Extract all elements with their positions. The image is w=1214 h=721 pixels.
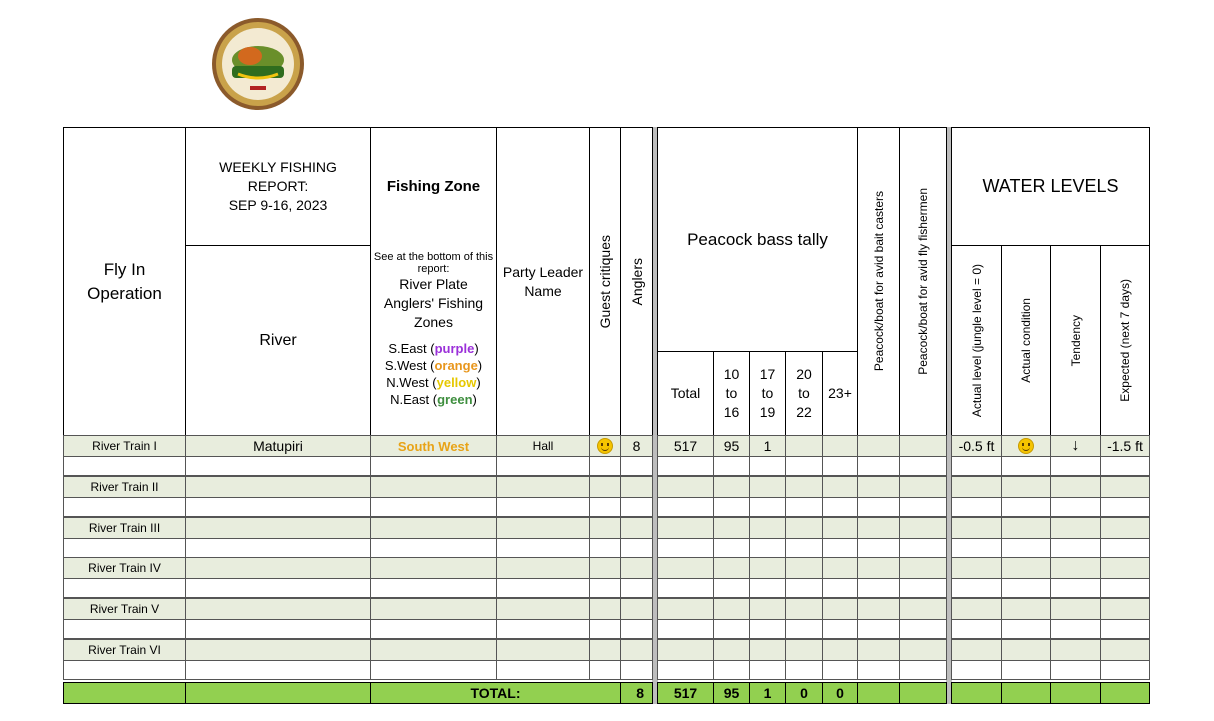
row-3-level xyxy=(951,517,1002,539)
row-2-river xyxy=(185,476,371,498)
row-5-spacer xyxy=(713,619,750,639)
total-label xyxy=(370,682,621,704)
total-c23-value: 0 xyxy=(836,685,844,701)
row-5-anglers xyxy=(620,598,653,620)
row-1-anglers xyxy=(620,435,653,457)
row-6-fly xyxy=(899,639,947,661)
row-3-spacer xyxy=(785,538,823,558)
row-2-spacer xyxy=(185,497,371,517)
row-3-fly xyxy=(899,517,947,539)
row-2-spacer xyxy=(899,497,947,517)
row-3-spacer xyxy=(589,538,621,558)
row-2-spacer xyxy=(63,497,186,517)
row-2-tendency xyxy=(1050,476,1101,498)
row-1-spacer xyxy=(657,456,714,476)
op-value: River Train I xyxy=(92,439,157,453)
row-4-c1719 xyxy=(749,557,786,579)
row-3-spacer xyxy=(857,538,900,558)
row-6-leader xyxy=(496,639,590,661)
row-1-spacer xyxy=(370,456,497,476)
row-1-spacer xyxy=(63,456,186,476)
row-1-spacer xyxy=(620,456,653,476)
smiley-icon xyxy=(597,438,613,454)
row-6-spacer xyxy=(657,660,714,680)
op-value: River Train VI xyxy=(88,643,161,657)
row-1-total xyxy=(657,435,714,457)
row-6-condition xyxy=(1001,639,1051,661)
row-5-spacer xyxy=(370,619,497,639)
river-value: Matupiri xyxy=(253,438,303,454)
row-2-spacer xyxy=(620,497,653,517)
row-2-total xyxy=(657,476,714,498)
total-c2022-value: 0 xyxy=(800,685,808,701)
zone-note-3: River Plate Anglers' Fishing Zones xyxy=(383,276,484,330)
row-5-fly xyxy=(899,598,947,620)
row-3-zone xyxy=(370,517,497,539)
op-value: River Train V xyxy=(89,602,160,616)
row-2-spacer xyxy=(785,497,823,517)
water-col-tendency: Tendency xyxy=(1050,245,1101,436)
row-5-tendency xyxy=(1050,598,1101,620)
row-6-critique xyxy=(589,639,621,661)
total-anglers-value: 8 xyxy=(636,685,644,701)
row-4-fly xyxy=(899,557,947,579)
row-1-expected xyxy=(1100,435,1150,457)
row-3-op xyxy=(63,517,186,539)
row-3-spacer xyxy=(657,538,714,558)
c1719-value: 1 xyxy=(763,438,772,454)
row-4-bait xyxy=(857,557,900,579)
row-1-fly xyxy=(899,435,947,457)
row-2-spacer xyxy=(822,497,858,517)
row-2-zone xyxy=(370,476,497,498)
row-4-spacer xyxy=(899,578,947,598)
row-3-river xyxy=(185,517,371,539)
row-2-spacer xyxy=(951,497,1002,517)
row-6-c1016 xyxy=(713,639,750,661)
row-6-spacer xyxy=(785,660,823,680)
row-5-total xyxy=(657,598,714,620)
row-5-level xyxy=(951,598,1002,620)
op-value: River Train IV xyxy=(88,561,161,575)
row-6-spacer xyxy=(822,660,858,680)
row-5-c2022 xyxy=(785,598,823,620)
row-5-spacer xyxy=(951,619,1002,639)
row-1-c1016 xyxy=(713,435,750,457)
row-2-c1016 xyxy=(713,476,750,498)
row-5-spacer xyxy=(822,619,858,639)
row-1-spacer xyxy=(1050,456,1101,476)
row-5-spacer xyxy=(1100,619,1150,639)
row-5-spacer xyxy=(899,619,947,639)
row-4-op xyxy=(63,557,186,579)
row-6-zone xyxy=(370,639,497,661)
row-4-river xyxy=(185,557,371,579)
total-c1016-value: 95 xyxy=(723,685,740,701)
row-2-c23 xyxy=(822,476,858,498)
row-4-c2022 xyxy=(785,557,823,579)
row-4-anglers xyxy=(620,557,653,579)
row-5-critique xyxy=(589,598,621,620)
op-value: River Train III xyxy=(88,521,161,535)
total-c1719-value: 1 xyxy=(763,685,772,701)
party-leader-header: Party Leader Name xyxy=(496,127,590,436)
tendency-value: ↓ xyxy=(1071,437,1080,454)
row-2-level xyxy=(951,476,1002,498)
row-5-spacer xyxy=(1050,619,1101,639)
row-2-c1719 xyxy=(749,476,786,498)
row-1-zone xyxy=(370,435,497,457)
row-1-river xyxy=(185,435,371,457)
row-5-bait xyxy=(857,598,900,620)
row-3-spacer xyxy=(185,538,371,558)
row-1-level xyxy=(951,435,1002,457)
row-2-spacer xyxy=(749,497,786,517)
row-2-leader xyxy=(496,476,590,498)
row-5-spacer xyxy=(657,619,714,639)
fishing-zone-title: Fishing Zone xyxy=(386,178,481,195)
row-5-op xyxy=(63,598,186,620)
total-fly xyxy=(899,682,947,704)
anglers-value: 8 xyxy=(632,438,641,454)
tally-col-20-22: 20 to 22 xyxy=(785,351,823,436)
row-4-spacer xyxy=(185,578,371,598)
row-3-spacer xyxy=(1100,538,1150,558)
row-4-spacer xyxy=(713,578,750,598)
smiley-icon xyxy=(1018,438,1034,454)
row-4-level xyxy=(951,557,1002,579)
water-levels-header: WATER LEVELS xyxy=(951,127,1150,246)
total-bait xyxy=(857,682,900,704)
row-3-bait xyxy=(857,517,900,539)
tally-col-total: Total xyxy=(657,351,714,436)
row-2-c2022 xyxy=(785,476,823,498)
bait-casters-header: Peacock/boat for avid bait casters xyxy=(857,127,900,436)
row-6-c2022 xyxy=(785,639,823,661)
row-4-c23 xyxy=(822,557,858,579)
river-plate-anglers-logo xyxy=(210,16,306,112)
row-3-total xyxy=(657,517,714,539)
row-5-spacer xyxy=(63,619,186,639)
row-1-critique xyxy=(589,435,621,457)
row-4-spacer xyxy=(1001,578,1051,598)
row-1-spacer xyxy=(1001,456,1051,476)
row-6-c1719 xyxy=(749,639,786,661)
total-value: 517 xyxy=(673,438,698,454)
row-6-spacer xyxy=(749,660,786,680)
total-total-value: 517 xyxy=(673,685,698,701)
fly-fishermen-header: Peacock/boat for avid fly fishermen xyxy=(899,127,947,436)
total-expected xyxy=(1100,682,1150,704)
tally-col-17-19: 17 to 19 xyxy=(749,351,786,436)
anglers-header: Anglers xyxy=(620,127,653,436)
row-4-spacer xyxy=(785,578,823,598)
total-level xyxy=(951,682,1002,704)
row-3-spacer xyxy=(370,538,497,558)
total-c23 xyxy=(822,682,858,704)
row-3-spacer xyxy=(713,538,750,558)
row-6-spacer xyxy=(899,660,947,680)
row-5-c1719 xyxy=(749,598,786,620)
row-3-c23 xyxy=(822,517,858,539)
row-3-anglers xyxy=(620,517,653,539)
row-4-spacer xyxy=(1050,578,1101,598)
row-5-c23 xyxy=(822,598,858,620)
row-6-total xyxy=(657,639,714,661)
report-dates: SEP 9-16, 2023 xyxy=(228,197,328,213)
row-2-op xyxy=(63,476,186,498)
total-total xyxy=(657,682,714,704)
row-6-river xyxy=(185,639,371,661)
expected-value: -1.5 ft xyxy=(1107,438,1143,454)
row-5-river xyxy=(185,598,371,620)
row-2-spacer xyxy=(1050,497,1101,517)
op-value: River Train II xyxy=(90,480,159,494)
row-4-spacer xyxy=(63,578,186,598)
guest-critiques-header: Guest critiques xyxy=(589,127,621,436)
zone-note-1: See at the bottom of this xyxy=(373,251,494,263)
row-1-spacer xyxy=(1100,456,1150,476)
row-4-spacer xyxy=(857,578,900,598)
row-4-spacer xyxy=(1100,578,1150,598)
row-6-bait xyxy=(857,639,900,661)
total-tendency xyxy=(1050,682,1101,704)
row-2-spacer xyxy=(370,497,497,517)
total-condition xyxy=(1001,682,1051,704)
report-title-text: WEEKLY FISHING REPORT: xyxy=(219,159,337,194)
row-3-critique xyxy=(589,517,621,539)
row-4-spacer xyxy=(749,578,786,598)
row-4-spacer xyxy=(822,578,858,598)
row-4-spacer xyxy=(657,578,714,598)
row-2-expected xyxy=(1100,476,1150,498)
zone-value: South West xyxy=(397,438,470,454)
water-col-actual-condition: Actual condition xyxy=(1001,245,1051,436)
row-5-spacer xyxy=(185,619,371,639)
row-1-condition xyxy=(1001,435,1051,457)
row-1-spacer xyxy=(857,456,900,476)
row-3-spacer xyxy=(899,538,947,558)
row-1-bait xyxy=(857,435,900,457)
row-6-c23 xyxy=(822,639,858,661)
row-3-c1719 xyxy=(749,517,786,539)
row-1-op xyxy=(63,435,186,457)
row-2-spacer xyxy=(857,497,900,517)
row-3-leader xyxy=(496,517,590,539)
row-6-level xyxy=(951,639,1002,661)
row-6-spacer xyxy=(1001,660,1051,680)
row-6-spacer xyxy=(63,660,186,680)
row-2-critique xyxy=(589,476,621,498)
zone-nw: N.West (yellow) xyxy=(386,375,481,390)
row-1-spacer xyxy=(899,456,947,476)
total-label-value: TOTAL: xyxy=(470,685,521,701)
river-header: River xyxy=(185,245,371,436)
c1016-value: 95 xyxy=(723,438,740,454)
zone-note-2: report: xyxy=(417,263,450,275)
row-4-spacer xyxy=(951,578,1002,598)
row-1-c23 xyxy=(822,435,858,457)
row-5-c1016 xyxy=(713,598,750,620)
row-5-zone xyxy=(370,598,497,620)
data-rows xyxy=(63,127,1150,704)
row-6-spacer xyxy=(589,660,621,680)
tally-col-10-16: 10 to 16 xyxy=(713,351,750,436)
row-2-spacer xyxy=(589,497,621,517)
row-1-spacer xyxy=(785,456,823,476)
row-4-spacer xyxy=(496,578,590,598)
row-2-spacer xyxy=(496,497,590,517)
fly-in-operation-header: Fly In Operation xyxy=(63,127,186,436)
row-6-spacer xyxy=(857,660,900,680)
row-4-spacer xyxy=(589,578,621,598)
row-5-expected xyxy=(1100,598,1150,620)
row-1-spacer xyxy=(713,456,750,476)
row-4-spacer xyxy=(370,578,497,598)
row-4-expected xyxy=(1100,557,1150,579)
row-6-tendency xyxy=(1050,639,1101,661)
row-3-spacer xyxy=(822,538,858,558)
total-c2022 xyxy=(785,682,823,704)
zone-ne: N.East (green) xyxy=(390,392,477,407)
tally-col-23-plus: 23+ xyxy=(822,351,858,436)
row-3-tendency xyxy=(1050,517,1101,539)
row-4-condition xyxy=(1001,557,1051,579)
row-6-spacer xyxy=(370,660,497,680)
peacock-bass-tally-header: Peacock bass tally xyxy=(657,127,858,352)
row-6-spacer xyxy=(1050,660,1101,680)
total-c1016 xyxy=(713,682,750,704)
row-3-expected xyxy=(1100,517,1150,539)
row-3-spacer xyxy=(63,538,186,558)
row-5-spacer xyxy=(749,619,786,639)
row-5-spacer xyxy=(1001,619,1051,639)
row-6-spacer xyxy=(713,660,750,680)
row-6-spacer xyxy=(951,660,1002,680)
row-1-spacer xyxy=(749,456,786,476)
row-5-spacer xyxy=(857,619,900,639)
row-1-c1719 xyxy=(749,435,786,457)
water-col-actual-level: Actual level (jungle level = 0) xyxy=(951,245,1002,436)
row-1-spacer xyxy=(951,456,1002,476)
row-3-spacer xyxy=(1001,538,1051,558)
row-1-c2022 xyxy=(785,435,823,457)
row-1-spacer xyxy=(822,456,858,476)
row-1-leader xyxy=(496,435,590,457)
row-3-spacer xyxy=(620,538,653,558)
row-3-spacer xyxy=(1050,538,1101,558)
total-op xyxy=(63,682,186,704)
row-3-spacer xyxy=(496,538,590,558)
row-2-spacer xyxy=(713,497,750,517)
row-1-tendency xyxy=(1050,435,1101,457)
water-col-expected: Expected (next 7 days) xyxy=(1100,245,1150,436)
row-2-condition xyxy=(1001,476,1051,498)
row-3-c1016 xyxy=(713,517,750,539)
total-c1719 xyxy=(749,682,786,704)
row-4-spacer xyxy=(620,578,653,598)
row-3-spacer xyxy=(749,538,786,558)
row-4-zone xyxy=(370,557,497,579)
row-6-spacer xyxy=(185,660,371,680)
row-6-spacer xyxy=(620,660,653,680)
total-river xyxy=(185,682,371,704)
total-anglers xyxy=(620,682,653,704)
row-5-leader xyxy=(496,598,590,620)
row-6-anglers xyxy=(620,639,653,661)
row-1-spacer xyxy=(185,456,371,476)
row-2-spacer xyxy=(1100,497,1150,517)
row-3-condition xyxy=(1001,517,1051,539)
row-6-spacer xyxy=(496,660,590,680)
row-3-c2022 xyxy=(785,517,823,539)
row-2-spacer xyxy=(657,497,714,517)
row-5-spacer xyxy=(785,619,823,639)
row-3-spacer xyxy=(951,538,1002,558)
zone-se: S.East (purple) xyxy=(388,341,479,356)
row-2-spacer xyxy=(1001,497,1051,517)
row-5-spacer xyxy=(620,619,653,639)
row-1-spacer xyxy=(589,456,621,476)
row-6-op xyxy=(63,639,186,661)
row-4-total xyxy=(657,557,714,579)
row-5-spacer xyxy=(589,619,621,639)
row-5-condition xyxy=(1001,598,1051,620)
row-4-c1016 xyxy=(713,557,750,579)
row-2-anglers xyxy=(620,476,653,498)
row-2-bait xyxy=(857,476,900,498)
row-4-critique xyxy=(589,557,621,579)
row-2-fly xyxy=(899,476,947,498)
row-4-tendency xyxy=(1050,557,1101,579)
row-6-expected xyxy=(1100,639,1150,661)
level-value: -0.5 ft xyxy=(958,438,995,454)
row-5-spacer xyxy=(496,619,590,639)
row-1-spacer xyxy=(496,456,590,476)
row-4-leader xyxy=(496,557,590,579)
leader-value: Hall xyxy=(532,439,554,453)
zone-sw: S.West (orange) xyxy=(384,358,483,373)
row-6-spacer xyxy=(1100,660,1150,680)
